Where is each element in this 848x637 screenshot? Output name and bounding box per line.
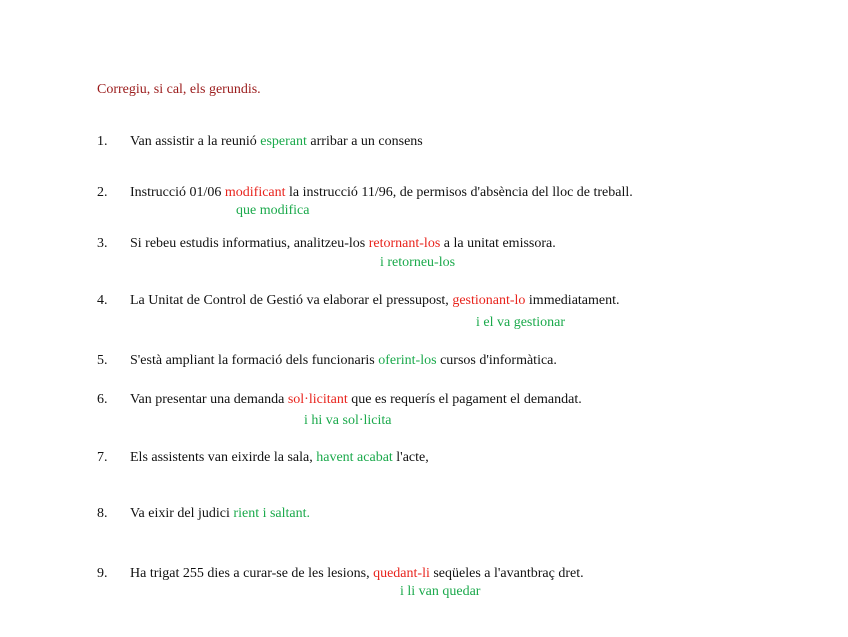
item-number: 7. <box>97 450 108 465</box>
sentence-after: seqüeles a l'avantbraç dret. <box>429 566 584 581</box>
item-sentence <box>130 134 423 150</box>
item-sentence <box>130 293 620 309</box>
exercise-title: Corregiu, si cal, els gerundis. <box>97 82 261 97</box>
sentence-before: Si rebeu estudis informatius, analitzeu-los <box>130 236 369 251</box>
gerund-correct: havent acabat <box>316 450 393 465</box>
sentence-after: arribar a un consens <box>306 134 423 149</box>
gerund-incorrect: gestionant-lo <box>452 293 526 308</box>
sentence-before: Instrucció 01/06 <box>130 185 225 200</box>
sentence-before: Va eixir del judici <box>130 506 234 521</box>
item-number: 3. <box>97 236 108 251</box>
gerund-correct: oferint-los <box>378 353 437 368</box>
item-sentence <box>130 450 429 466</box>
item-sentence <box>130 566 584 582</box>
gerund-correct: rient i saltant. <box>233 506 311 521</box>
correction-2: que modifica <box>236 203 310 218</box>
item-number: 9. <box>97 566 108 581</box>
item-sentence <box>130 392 582 408</box>
sentence-before: Van assistir a la reunió <box>130 134 261 149</box>
item-sentence <box>130 506 310 522</box>
item-number: 5. <box>97 353 108 368</box>
gerund-incorrect: retornant-los <box>368 236 441 251</box>
sentence-before: Van presentar una demanda <box>130 392 288 407</box>
gerund-incorrect: quedant-li <box>373 566 430 581</box>
sentence-after: cursos d'informàtica. <box>436 353 557 368</box>
sentence-before: S'està ampliant la formació dels funcionaris <box>130 353 379 368</box>
sentence-after: que es requerís el pagament el demandat. <box>347 392 582 407</box>
gerund-incorrect: modificant <box>224 185 286 200</box>
item-number: 4. <box>97 293 108 308</box>
sentence-after: l'acte, <box>392 450 429 465</box>
sentence-before: La Unitat de Control de Gestió va elaborar el pressupost, <box>130 293 453 308</box>
sentence-after: a la unitat emissora. <box>440 236 556 251</box>
item-sentence <box>130 353 557 369</box>
correction-3: i retorneu-los <box>380 255 456 270</box>
sentence-after: immediatament. <box>525 293 620 308</box>
item-number: 6. <box>97 392 108 407</box>
item-sentence <box>130 236 556 252</box>
sentence-after: la instrucció 11/96, de permisos d'absència del lloc de treball. <box>285 185 633 200</box>
correction-4: i el va gestionar <box>476 315 566 330</box>
correction-9: i li van quedar <box>400 584 481 599</box>
gerund-incorrect: sol·licitant <box>287 392 348 407</box>
sentence-before: Ha trigat 255 dies a curar-se de les lesions, <box>130 566 374 581</box>
sentence-before: Els assistents van eixirde la sala, <box>130 450 317 465</box>
item-number: 1. <box>97 134 108 149</box>
item-number: 2. <box>97 185 108 200</box>
item-sentence <box>130 185 633 201</box>
item-number: 8. <box>97 506 108 521</box>
gerund-correct: esperant <box>260 134 307 149</box>
correction-6: i hi va sol·licita <box>304 413 392 428</box>
